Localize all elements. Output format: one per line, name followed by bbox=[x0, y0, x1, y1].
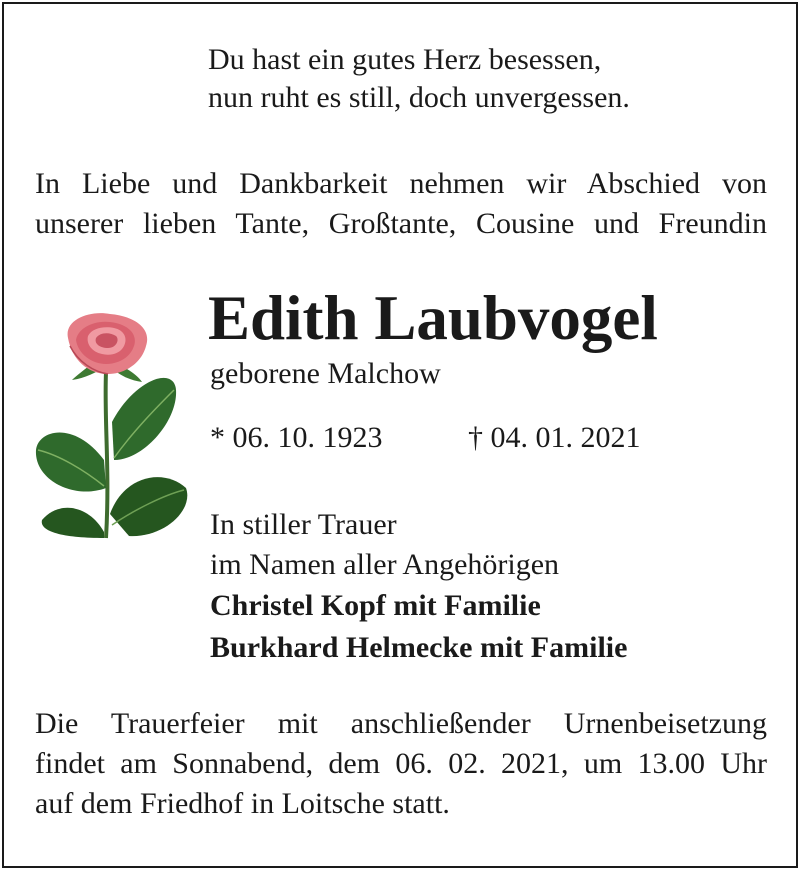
funeral-line-1: Die Trauerfeier mit anschließender Urnenbeisetzung bbox=[35, 707, 767, 740]
mourner-name-2: Burkhard Helmecke mit Familie bbox=[210, 631, 628, 664]
mourning-line-1: In stiller Trauer bbox=[210, 508, 397, 541]
mourner-name-1: Christel Kopf mit Familie bbox=[210, 589, 541, 622]
birth-name: geborene Malchow bbox=[210, 357, 441, 390]
rose-icon bbox=[34, 310, 194, 542]
mourning-line-2: im Namen aller Angehörigen bbox=[210, 548, 560, 581]
poem-line-1: Du hast ein gutes Herz besessen, bbox=[208, 43, 602, 76]
funeral-line-2: findet am Sonnabend, dem 06. 02. 2021, um 13.00 Uhr bbox=[35, 747, 767, 780]
intro-line-1: In Liebe und Dankbarkeit nehmen wir Abschied von bbox=[35, 167, 767, 200]
death-date: † 04. 01. 2021 bbox=[468, 421, 641, 454]
funeral-line-3: auf dem Friedhof in Loitsche statt. bbox=[35, 787, 450, 820]
deceased-name: Edith Laubvogel bbox=[208, 283, 658, 353]
poem-line-2: nun ruht es still, doch unvergessen. bbox=[208, 81, 630, 114]
intro-line-2: unserer lieben Tante, Großtante, Cousine und Freundin bbox=[35, 207, 767, 240]
birth-date: * 06. 10. 1923 bbox=[210, 421, 383, 454]
